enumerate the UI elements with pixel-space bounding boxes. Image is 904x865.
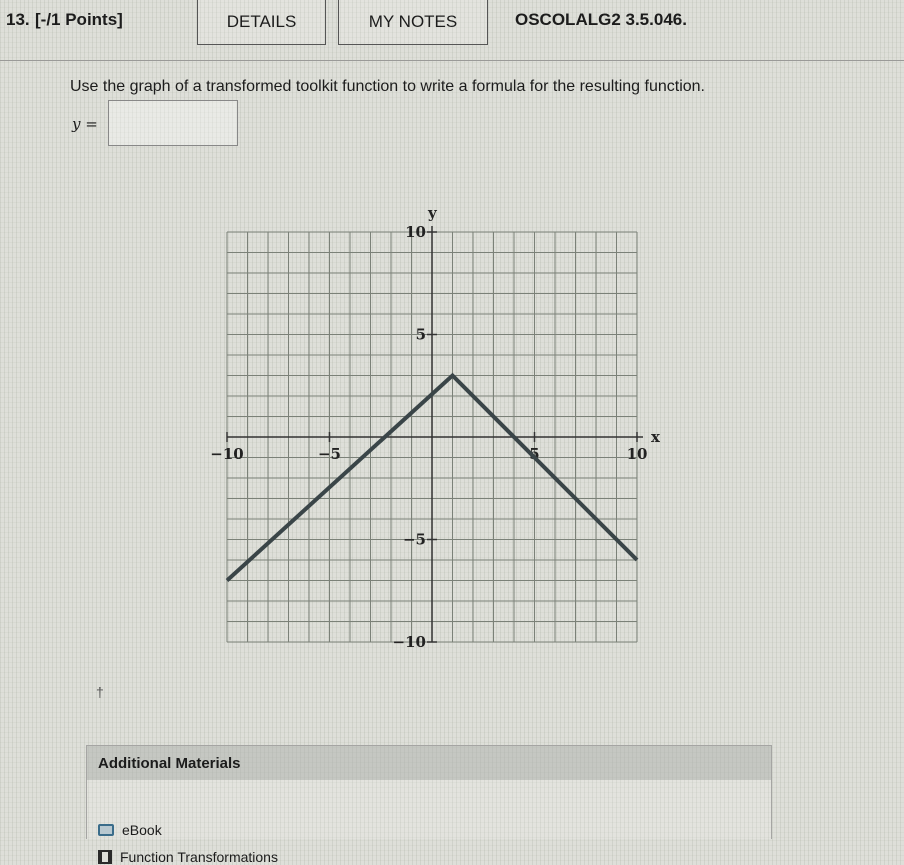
- function-transformations-link[interactable]: [98, 849, 278, 865]
- my-notes-button[interactable]: MY NOTES: [338, 0, 488, 45]
- x-tick-label: −10: [210, 445, 244, 463]
- x-axis-label: x: [651, 428, 660, 446]
- question-id: OSCOLALG2 3.5.046.: [515, 10, 687, 29]
- film-icon: [98, 850, 112, 864]
- y-tick-label: 10: [405, 223, 426, 241]
- x-tick-label: −5: [317, 445, 342, 463]
- function-transformations-label: Function Transformations: [120, 849, 278, 865]
- additional-materials-panel: [86, 745, 772, 839]
- x-tick-label: 10: [626, 445, 648, 463]
- y-tick-label: 5: [415, 325, 426, 344]
- y-tick-label: −10: [392, 633, 426, 651]
- x-tick-labels: [210, 445, 647, 463]
- ebook-link[interactable]: [98, 822, 162, 838]
- question-number: 13.: [6, 10, 30, 29]
- x-tick-label: 5: [529, 445, 540, 463]
- question-points: [-/1 Points]: [35, 10, 123, 29]
- answer-label: y =: [72, 115, 98, 133]
- y-tick-label: −5: [402, 530, 426, 549]
- book-icon: [98, 824, 114, 836]
- question-prompt: Use the graph of a transformed toolkit function to write a formula for the resulting function.: [70, 78, 705, 95]
- header-divider: [0, 60, 904, 61]
- function-graph: [200, 180, 660, 660]
- question-header: [0, 0, 904, 46]
- ebook-label: eBook: [122, 822, 162, 838]
- y-axis-label: y: [428, 204, 437, 222]
- additional-materials-title: Additional Materials: [87, 746, 771, 780]
- details-button[interactable]: DETAILS: [197, 0, 326, 45]
- answer-input[interactable]: [108, 100, 238, 146]
- cursor-mark: †: [96, 684, 104, 700]
